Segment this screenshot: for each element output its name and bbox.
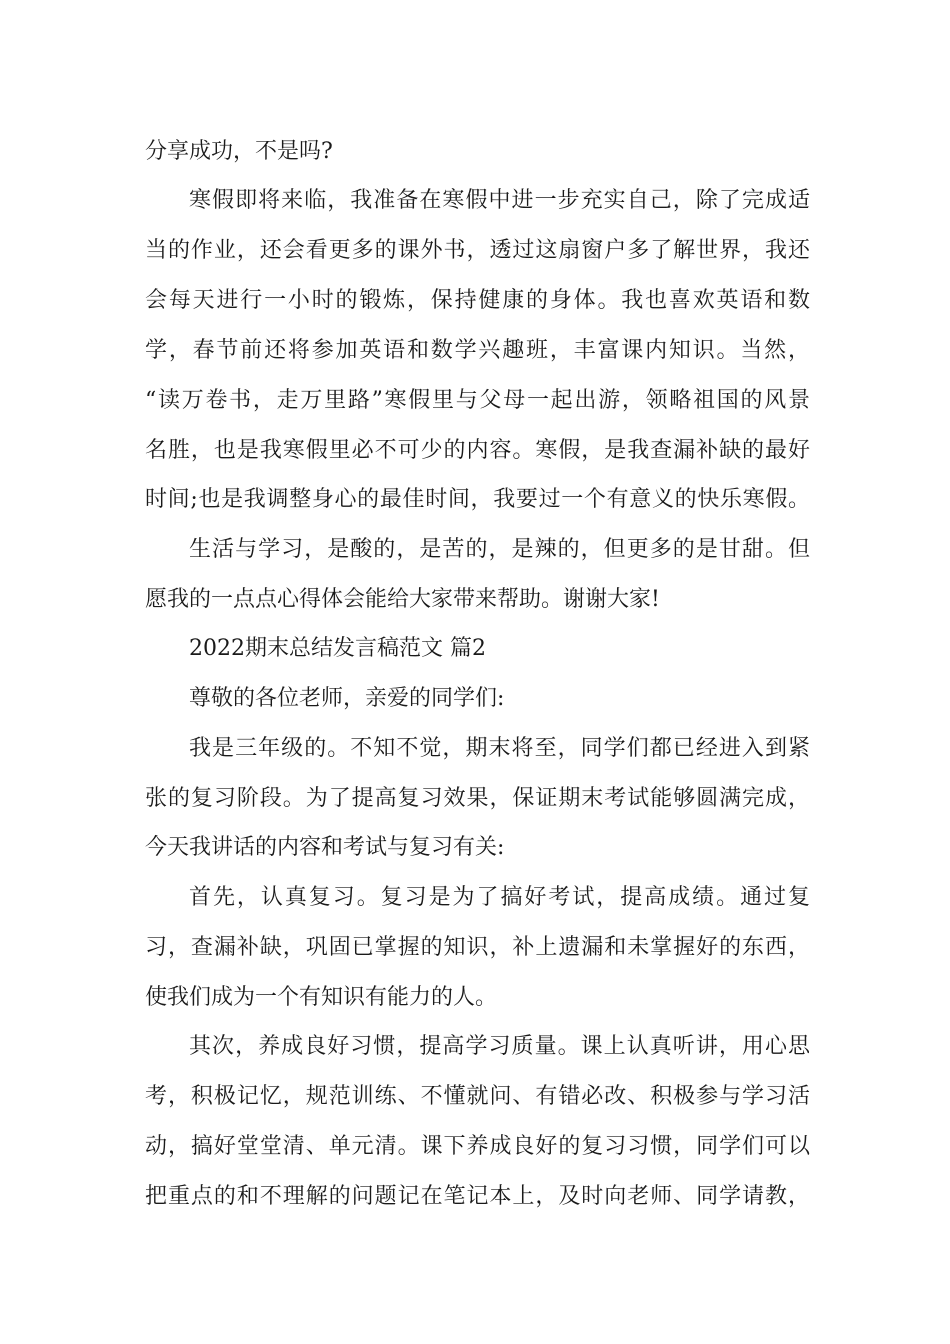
text-line: 把重点的和不理解的问题记在笔记本上，及时向老师、同学请教， xyxy=(145,1184,810,1209)
text-line: “读万卷书，走万里路”寒假里与父母一起出游，领略祖国的风景 xyxy=(145,388,810,413)
section-heading: 2022期末总结发言稿范文 篇2 xyxy=(189,636,486,661)
text-line: 当的作业，还会看更多的课外书，透过这扇窗户多了解世界，我还 xyxy=(145,238,810,263)
text-line: 张的复习阶段。为了提高复习效果，保证期末考试能够圆满完成， xyxy=(145,786,810,811)
text-line: 时间;也是我调整身心的最佳时间，我要过一个有意义的快乐寒假。 xyxy=(145,487,810,512)
text-line: 动，搞好堂堂清、单元清。课下养成良好的复习习惯，同学们可以 xyxy=(145,1134,810,1159)
paragraph-first-line: 寒假即将来临，我准备在寒假中进一步充实自己，除了完成适 xyxy=(189,188,810,213)
text-line: 学，春节前还将参加英语和数学兴趣班，丰富课内知识。当然， xyxy=(145,338,810,363)
paragraph-first-line: 首先，认真复习。复习是为了搞好考试，提高成绩。通过复 xyxy=(189,885,810,910)
salutation: 尊敬的各位老师，亲爱的同学们: xyxy=(189,686,505,711)
text-line: 使我们成为一个有知识有能力的人。 xyxy=(145,985,498,1010)
text-line: 会每天进行一小时的锻炼，保持健康的身体。我也喜欢英语和数 xyxy=(145,288,810,313)
text-line: 习，查漏补缺，巩固已掌握的知识，补上遗漏和未掌握好的东西， xyxy=(145,935,810,960)
text-line: 考，积极记忆，规范训练、不懂就问、有错必改、积极参与学习活 xyxy=(145,1084,810,1109)
paragraph-first-line: 生活与学习，是酸的，是苦的，是辣的，但更多的是甘甜。但 xyxy=(189,537,810,562)
text-line: 名胜，也是我寒假里必不可少的内容。寒假，是我查漏补缺的最好 xyxy=(145,438,810,463)
text-line: 愿我的一点点心得体会能给大家带来帮助。谢谢大家! xyxy=(145,587,660,612)
paragraph-first-line: 其次，养成良好习惯，提高学习质量。课上认真听讲，用心思 xyxy=(189,1034,810,1059)
text-line: 今天我讲话的内容和考试与复习有关: xyxy=(145,835,505,860)
paragraph-first-line: 我是三年级的。不知不觉，期末将至，同学们都已经进入到紧 xyxy=(189,736,810,761)
text-line: 分享成功，不是吗? xyxy=(145,139,333,164)
